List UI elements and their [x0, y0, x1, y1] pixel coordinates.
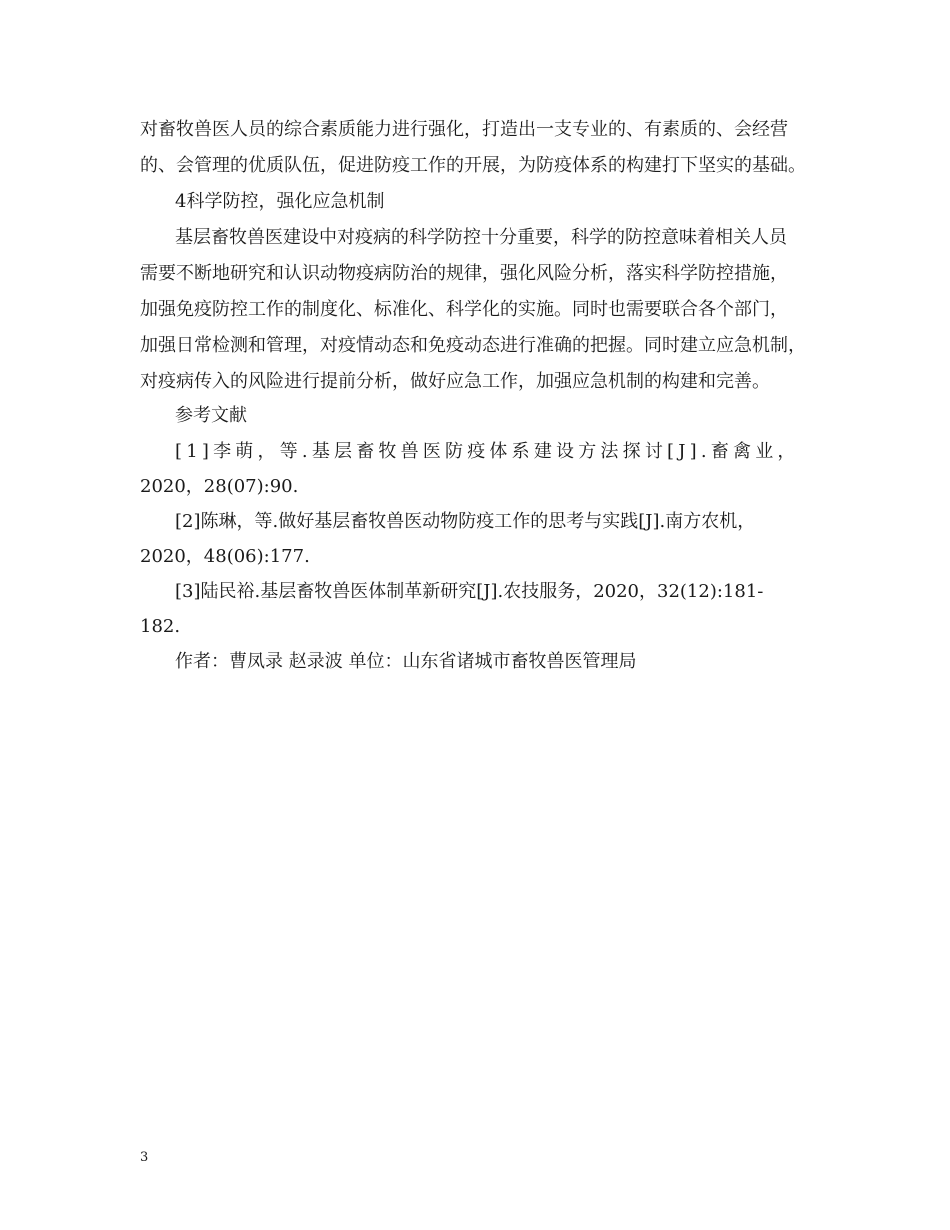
body-text-line: 加强免疫防控工作的制度化、标准化、科学化的实施。同时也需要联合各个部门，	[140, 299, 788, 320]
reference-item-continued: 182.	[140, 616, 181, 637]
author-info: 作者：曹凤录 赵录波 单位：山东省诸城市畜牧兽医管理局	[175, 651, 637, 672]
reference-item-continued: 2020，48(06):177.	[140, 546, 310, 567]
page-number: 3	[140, 1150, 149, 1165]
references-heading: 参考文献	[175, 405, 247, 426]
reference-item: [3]陆民裕.基层畜牧兽医体制革新研究[J].农技服务，2020，32(12):181-	[175, 581, 764, 602]
body-text-line: 加强日常检测和管理，对疫情动态和免疫动态进行准确的把握。同时建立应急机制，	[140, 335, 806, 356]
body-text-line: 基层畜牧兽医建设中对疫病的科学防控十分重要，科学的防控意味着相关人员	[175, 227, 787, 248]
body-text-line: 需要不断地研究和认识动物疫病防治的规律，强化风险分析，落实科学防控措施，	[140, 263, 788, 284]
section-heading: 4科学防控，强化应急机制	[175, 191, 385, 212]
reference-item: [1]李萌，等.基层畜牧兽医防疫体系建设方法探讨[J].畜禽业，	[175, 441, 800, 462]
reference-item-continued: 2020，28(07):90.	[140, 476, 299, 497]
body-text-line: 对畜牧兽医人员的综合素质能力进行强化，打造出一支专业的、有素质的、会经营	[140, 119, 788, 140]
body-text-line: 的、会管理的优质队伍，促进防疫工作的开展，为防疫体系的构建打下坚实的基础。	[140, 155, 806, 176]
reference-item: [2]陈琳，等.做好基层畜牧兽医动物防疫工作的思考与实践[J].南方农机，	[175, 511, 756, 532]
body-text-line: 对疫病传入的风险进行提前分析，做好应急工作，加强应急机制的构建和完善。	[140, 371, 770, 392]
